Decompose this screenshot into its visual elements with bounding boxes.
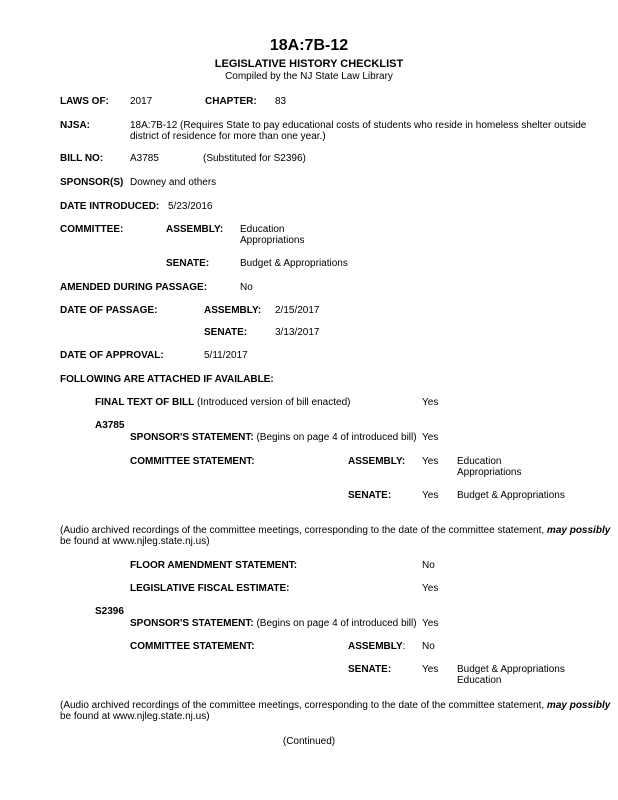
- s2396-sponsor-label: SPONSOR'S STATEMENT:: [130, 618, 254, 629]
- s2396-senate-label: SENATE:: [348, 664, 392, 675]
- audio-note-2-line-2: be found at www.njleg.state.nj.us): [60, 711, 210, 722]
- floor-amendment-value: No: [422, 560, 435, 571]
- page-citation: 18A:7B-12: [269, 37, 349, 54]
- passage-assembly-label: ASSEMBLY:: [204, 305, 262, 316]
- date-of-approval-value: 5/11/2017: [204, 350, 248, 361]
- laws-of-value: 2017: [130, 96, 153, 107]
- s2396-sponsor-note: (Begins on page 4 of introduced bill): [256, 618, 417, 629]
- s2396-assembly-row: [348, 641, 405, 653]
- final-text-row: [95, 397, 350, 409]
- date-introduced-label: DATE INTRODUCED:: [60, 201, 160, 212]
- a3785-assembly-line-1: Education: [457, 456, 502, 467]
- s2396-senate-line-2: Education: [457, 675, 502, 686]
- s2396-sponsor-row: [130, 618, 417, 630]
- a3785-senate-label: SENATE:: [348, 490, 392, 501]
- committee-senate-label: SENATE:: [166, 258, 210, 269]
- a3785-assembly-label: ASSEMBLY:: [348, 456, 406, 467]
- a3785-bill-label: A3785: [95, 420, 125, 431]
- a3785-sponsor-label: SPONSOR'S STATEMENT:: [130, 432, 254, 443]
- attached-heading: FOLLOWING ARE ATTACHED IF AVAILABLE:: [60, 374, 274, 385]
- sponsors-value: Downey and others: [130, 177, 217, 188]
- passage-assembly-value: 2/15/2017: [275, 305, 320, 316]
- amended-label: AMENDED DURING PASSAGE:: [60, 282, 208, 293]
- chapter-value: 83: [275, 96, 287, 107]
- audio-note-2-emphasis: may possibly: [546, 700, 611, 711]
- substituted-for: (Substituted for S2396): [203, 153, 306, 164]
- s2396-assembly-colon: :: [402, 641, 406, 652]
- continued-note: (Continued): [282, 736, 336, 747]
- committee-assembly-line-2: Appropriations: [240, 235, 305, 246]
- date-of-approval-label: DATE OF APPROVAL:: [60, 350, 164, 361]
- laws-of-label: LAWS OF:: [60, 96, 109, 107]
- compiled-by: Compiled by the NJ State Law Library: [225, 71, 393, 82]
- committee-label: COMMITTEE:: [60, 224, 124, 235]
- amended-value: No: [240, 282, 253, 293]
- fiscal-estimate-value: Yes: [422, 583, 439, 594]
- audio-note-2-text: (Audio archived recordings of the committee meetings, corresponding to the date of the committee statement,: [60, 700, 547, 711]
- a3785-committee-label: COMMITTEE STATEMENT:: [130, 456, 255, 467]
- a3785-assembly-line-2: Appropriations: [457, 467, 522, 478]
- s2396-senate-value: Yes: [422, 664, 439, 675]
- njsa-line-1: 18A:7B-12 (Requires State to pay educational costs of students who reside in homeless shelter outside: [130, 120, 587, 131]
- date-introduced-value: 5/23/2016: [168, 201, 213, 212]
- s2396-senate-line-1: Budget & Appropriations: [457, 664, 565, 675]
- s2396-assembly-label: ASSEMBLY: [348, 641, 403, 652]
- chapter-label: CHAPTER:: [205, 96, 257, 107]
- a3785-assembly-value: Yes: [422, 456, 439, 467]
- fiscal-estimate-label: LEGISLATIVE FISCAL ESTIMATE:: [130, 583, 290, 594]
- floor-amendment-label: FLOOR AMENDMENT STATEMENT:: [130, 560, 298, 571]
- final-text-note: (Introduced version of bill enacted): [197, 397, 351, 408]
- committee-senate-value: Budget & Appropriations: [240, 258, 348, 269]
- final-text-value: Yes: [422, 397, 439, 408]
- a3785-senate-value: Yes: [422, 490, 439, 501]
- audio-note-1-line-2: be found at www.njleg.state.nj.us): [60, 536, 210, 547]
- committee-assembly-line-1: Education: [240, 224, 285, 235]
- a3785-sponsor-row: [130, 432, 417, 444]
- s2396-bill-label: S2396: [95, 606, 124, 617]
- passage-senate-value: 3/13/2017: [275, 327, 320, 338]
- bill-no-label: BILL NO:: [60, 153, 104, 164]
- a3785-sponsor-note: (Begins on page 4 of introduced bill): [256, 432, 417, 443]
- audio-note-1-text: (Audio archived recordings of the committee meetings, corresponding to the date of the committee statement,: [60, 525, 547, 536]
- s2396-sponsor-value: Yes: [422, 618, 439, 629]
- a3785-sponsor-value: Yes: [422, 432, 439, 443]
- njsa-line-2: district of residence for more than one year.): [130, 131, 326, 142]
- final-text-label: FINAL TEXT OF BILL: [95, 397, 195, 408]
- committee-assembly-label: ASSEMBLY:: [166, 224, 224, 235]
- a3785-senate-committee: Budget & Appropriations: [457, 490, 565, 501]
- bill-no-value: A3785: [130, 153, 159, 164]
- page-title: LEGISLATIVE HISTORY CHECKLIST: [214, 58, 404, 70]
- sponsors-label: SPONSOR(S): [60, 177, 124, 188]
- date-of-passage-label: DATE OF PASSAGE:: [60, 305, 158, 316]
- s2396-committee-label: COMMITTEE STATEMENT:: [130, 641, 255, 652]
- audio-note-1-emphasis: may possibly: [546, 525, 611, 536]
- passage-senate-label: SENATE:: [204, 327, 248, 338]
- s2396-assembly-value: No: [422, 641, 435, 652]
- njsa-label: NJSA:: [60, 120, 91, 131]
